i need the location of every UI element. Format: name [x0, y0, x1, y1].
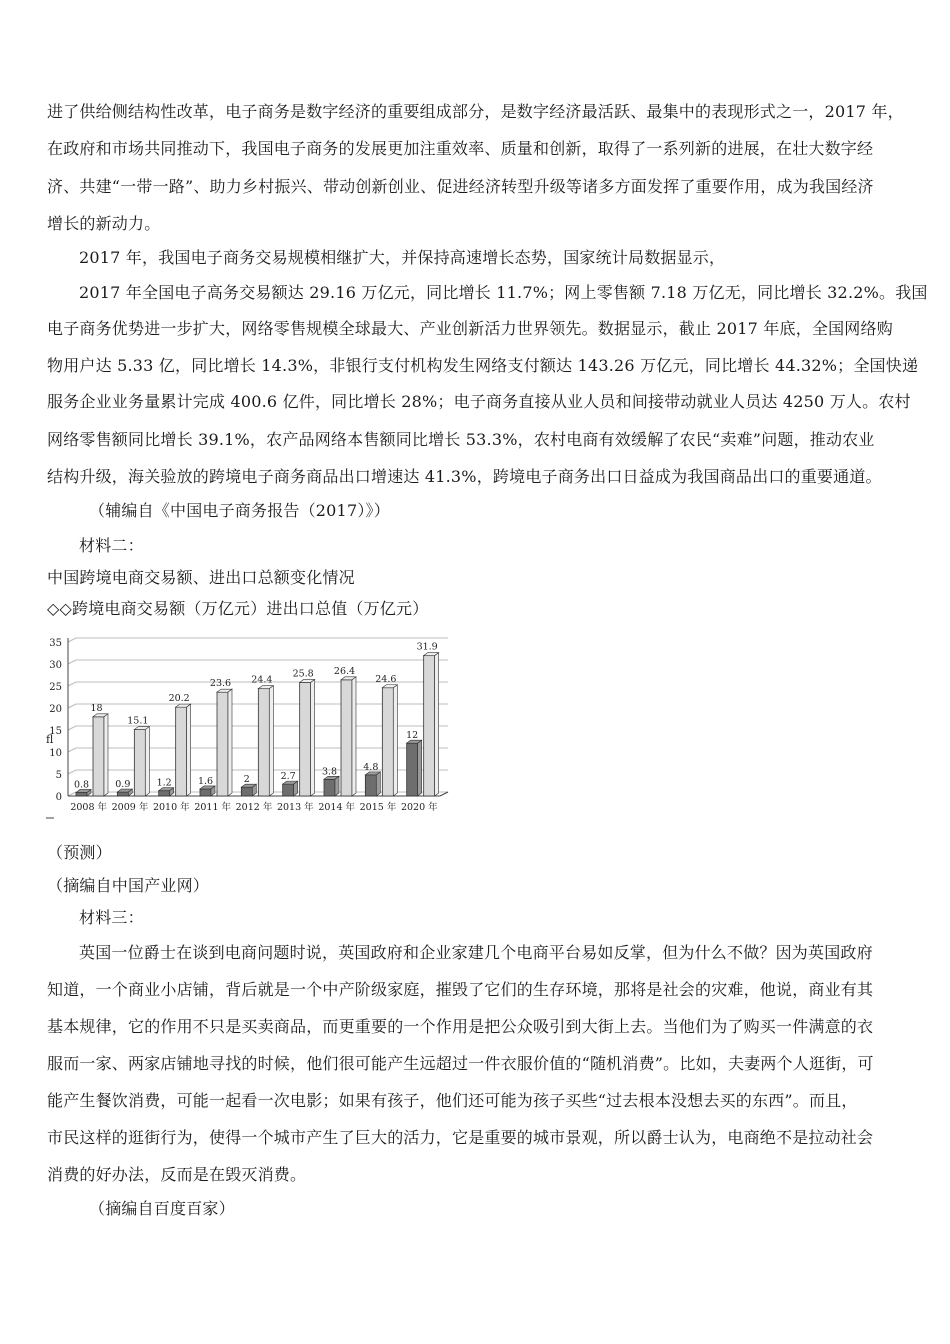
label-ecommerce-0: 0.8 [73, 779, 90, 791]
x-tick-label-0: 2008 年 [70, 802, 108, 813]
label-ecommerce-7: 4.8 [363, 761, 379, 773]
bar-trade-2 [176, 707, 187, 796]
label-ecommerce-5: 2.7 [280, 771, 296, 783]
bar-trade-7-side [393, 685, 397, 796]
x-axis-depth [440, 792, 448, 796]
bar-trade-3 [217, 692, 228, 796]
bar-trade-0-side [104, 714, 108, 796]
bar-ecommerce-2 [159, 791, 170, 796]
material3-heading: 材料三： [79, 908, 144, 927]
label-ecommerce-1: 0.9 [115, 779, 131, 791]
y-tick-label-1: 5 [55, 770, 62, 781]
material3-line-1: 英国一位爵士在谈到电商问题时说，英国政府和企业家建几个电商平台易如反掌，但为什么不做？因为英国政府 [79, 943, 873, 962]
x-tick-label-3: 2011 年 [194, 802, 232, 813]
y-tick-label-6: 30 [49, 660, 62, 671]
y-tick-label-5: 25 [49, 682, 62, 693]
bar-ecommerce-7-side [376, 772, 380, 796]
material1-para3-line-5: 网络零售额同比增长 39.1%，农产品网络本售额同比增长 53.3%，农村电商有效缓解了农民“卖难”问题，推动农业 [47, 430, 875, 449]
grid-diagonal-3 [68, 726, 76, 730]
y-tick-label-7: 35 [49, 638, 62, 649]
grid-diagonal-2 [68, 748, 76, 752]
bar-chart [40, 628, 460, 828]
grid-diagonal-0 [68, 792, 76, 796]
chart-container [40, 628, 460, 828]
bar-trade-7 [382, 688, 393, 796]
x-tick-label-2: 2010 年 [152, 802, 190, 813]
chart-title: 中国跨境电商交易额、进出口总额变化情况 [47, 568, 355, 587]
label-trade-5: 25.8 [292, 668, 314, 680]
material3-line-2: 知道，一个商业小店铺，背后就是一个中产阶级家庭，摧毁了它们的生存环境，那将是社会的灾难，他说，商业有其 [47, 980, 874, 999]
bar-ecommerce-8 [407, 743, 418, 796]
material3-line-7: 消费的好办法，反而是在毁灭消费。 [47, 1165, 307, 1184]
material2-heading: 材料二： [79, 536, 144, 555]
material2-source: （摘编自中国产业网） [47, 876, 210, 895]
bar-trade-4-side [269, 686, 273, 796]
material3-line-4: 服而一家、两家店铺地寻找的时候，他们很可能产生远超过一件衣服价值的“随机消费”。比如，夫妻两个人逛街，可 [47, 1054, 874, 1073]
label-ecommerce-8: 12 [406, 730, 419, 742]
x-tick-label-6: 2014 年 [318, 802, 356, 813]
y-axis-label: fl [46, 733, 54, 747]
material1-line-3: 济、共建“一带一路”、助力乡村振兴、带动创新创业、促进经济转型升级等诸多方面发挥了重要作用，成为我国经济 [47, 177, 874, 196]
x-tick-label-4: 2012 年 [235, 802, 273, 813]
x-tick-label-5: 2013 年 [276, 802, 314, 813]
label-ecommerce-2: 1.2 [156, 777, 172, 789]
chart-forecast-note: （预测） [47, 843, 112, 862]
label-trade-8: 31.9 [416, 641, 438, 653]
material3-line-3: 基本规律，它的作用不只是买卖商品，而更重要的一个作用是把公众吸引到大街上去。当他们为了购买一件满意的衣 [47, 1017, 874, 1036]
bar-trade-3-side [228, 689, 232, 796]
material1-line-1: 进了供给侧结构性改革，电子商务是数字经济的重要组成部分，是数字经济最活跃、最集中的表现形式之一，2017 年， [47, 102, 904, 121]
bar-trade-2-side [187, 704, 191, 796]
y-tick-label-4: 20 [49, 704, 62, 715]
bar-ecommerce-3 [200, 789, 211, 796]
label-ecommerce-4: 2 [243, 774, 250, 786]
bar-ecommerce-8-side [418, 740, 422, 796]
label-ecommerce-6: 3.8 [321, 766, 338, 778]
label-trade-7: 24.6 [375, 673, 397, 685]
bar-ecommerce-5-side [294, 781, 298, 796]
label-trade-6: 26.4 [333, 665, 356, 677]
label-trade-3: 23.6 [209, 678, 232, 690]
grid-diagonal-7 [68, 638, 76, 642]
material3-source: （摘编自百度百家） [89, 1199, 235, 1218]
chart-legend: ◇◇跨境电商交易额（万亿元）进出口总值（万亿元） [47, 599, 429, 618]
bar-trade-5 [300, 682, 311, 796]
label-trade-4: 24.4 [251, 674, 273, 686]
bar-trade-6 [341, 680, 352, 796]
bar-ecommerce-7 [365, 775, 376, 796]
bar-trade-6-side [352, 677, 356, 796]
material1-para3-line-3: 物用户达 5.33 亿，同比增长 14.3%，非银行支付机构发生网络支付额达 143.26 万亿元，同比增长 44.32%；全国快递 [47, 356, 919, 375]
material1-para3-line-2: 电子商务优势进一步扩大，网络零售规模全球最大、产业创新活力世界领先。数据显示，截止 2017 年底，全国网络购 [47, 319, 893, 338]
bar-trade-8 [424, 656, 435, 796]
bar-ecommerce-1 [117, 792, 128, 796]
material1-source: （辅编自《中国电子商务报告（2017）》） [89, 501, 390, 520]
material3-line-5: 能产生餐饮消费，可能一起看一次电影；如果有孩子，他们还可能为孩子买些“过去根本没想去买的东西”。而且， [47, 1091, 858, 1110]
material3-line-6: 市民这样的逛街行为，使得一个城市产生了巨大的活力，它是重要的城市景观，所以爵士认为，电商绝不是拉动社会 [47, 1128, 874, 1147]
material1-line-2: 在政府和市场共同推动下，我国电子商务的发展更加注重效率、质量和创新，取得了一系列新的进展，在壮大数字经 [47, 139, 874, 158]
bar-trade-0 [93, 717, 104, 796]
y-tick-label-2: 10 [49, 748, 62, 759]
material1-para3-line-4: 服务企业业务量累计完成 400.6 亿件，同比增长 28%；电子商务直接从业人员和间接带动就业人员达 4250 万人。农村 [47, 392, 911, 411]
bar-trade-8-side [435, 653, 439, 796]
material1-para3-line-6: 结构升级，海关验放的跨境电子商务商品出口增速达 41.3%，跨境电子商务出口日益成为我国商品出口的重要通道。 [47, 467, 882, 486]
x-tick-label-1: 2009 年 [111, 802, 149, 813]
x-tick-label-7: 2015 年 [359, 802, 397, 813]
material1-para2: 2017 年，我国电子商务交易规模相继扩大，并保持高速增长态势，国家统计局数据显示， [79, 248, 726, 267]
y-tick-label-3: 15 [49, 726, 62, 737]
bar-trade-1-side [145, 727, 149, 796]
grid-diagonal-1 [68, 770, 76, 774]
label-trade-2: 20.2 [168, 693, 190, 705]
label-trade-0: 18 [90, 702, 103, 714]
label-trade-1: 15.1 [127, 715, 149, 727]
material1-line-4: 增长的新动力。 [47, 214, 161, 233]
bar-ecommerce-6-side [335, 776, 339, 796]
label-ecommerce-3: 1.6 [197, 775, 214, 787]
bar-ecommerce-6 [324, 779, 335, 796]
bar-ecommerce-5 [283, 784, 294, 796]
bar-ecommerce-0 [76, 792, 87, 796]
grid-diagonal-6 [68, 660, 76, 664]
material1-para3-line-1: 2017 年全国电子高务交易额达 29.16 万亿元，同比增长 11.7%；网上零售额 7.18 万亿无，同比增长 32.2%。我国 [79, 283, 928, 302]
y-tick-label-0: 0 [55, 792, 62, 803]
bar-ecommerce-4 [241, 787, 252, 796]
bar-trade-1 [134, 730, 145, 796]
bar-trade-4 [258, 689, 269, 796]
grid-diagonal-5 [68, 682, 76, 686]
x-tick-label-8: 2020 年 [400, 802, 438, 813]
grid-diagonal-4 [68, 704, 76, 708]
bar-trade-5-side [311, 679, 315, 796]
